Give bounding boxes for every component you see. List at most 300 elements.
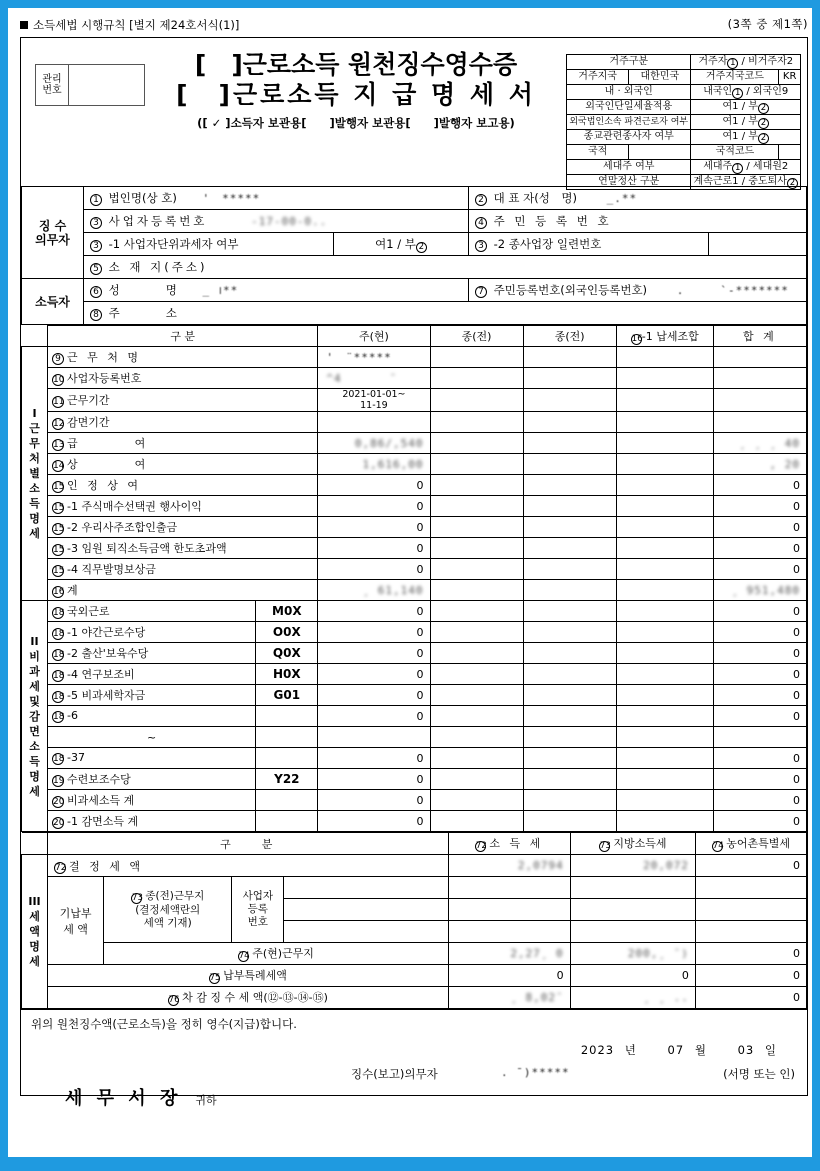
field-number-1: 1 bbox=[90, 194, 102, 206]
earner-name-cell bbox=[84, 279, 469, 302]
issue-date-row bbox=[31, 1042, 797, 1058]
row-label-15-4: 15 -4 직무발명보상금 bbox=[48, 559, 318, 580]
row-15-current[interactable]: 0 bbox=[318, 475, 430, 496]
row-18-1-total[interactable]: 0 bbox=[713, 622, 806, 643]
row-15-4-prev1[interactable] bbox=[430, 559, 523, 580]
final-tax-label: 76 차 감 징 수 세 액(⑫-⑬-⑭-⑮) bbox=[48, 987, 449, 1009]
bullet-square-icon bbox=[20, 21, 28, 29]
col-header-current: 주(현) bbox=[318, 326, 430, 347]
row-label-19: 19 수련보조수당 bbox=[48, 769, 256, 790]
management-number-value[interactable] bbox=[69, 64, 145, 106]
row-14-union[interactable] bbox=[616, 454, 713, 475]
row-20-prev2[interactable] bbox=[523, 790, 616, 811]
determined-farm-tax[interactable]: 0 bbox=[695, 855, 806, 877]
special-local-tax[interactable]: 0 bbox=[570, 965, 695, 987]
row-15-3-prev2[interactable] bbox=[523, 538, 616, 559]
row-15-3-total[interactable]: 0 bbox=[713, 538, 806, 559]
tax-col-header-local: 73 지방소득세 bbox=[570, 833, 695, 855]
table-row bbox=[22, 580, 807, 601]
table-row bbox=[22, 987, 807, 1009]
residency-value-4: 여1 / 부 2 bbox=[691, 115, 801, 130]
prev-farm-1[interactable] bbox=[695, 877, 806, 899]
table-row bbox=[22, 496, 807, 517]
row-15-4-union[interactable] bbox=[616, 559, 713, 580]
row-14-prev2[interactable] bbox=[523, 454, 616, 475]
row-18-37-prev1[interactable] bbox=[430, 748, 523, 769]
row-15-1-current[interactable]: 0 bbox=[318, 496, 430, 517]
row-14-prev1[interactable] bbox=[430, 454, 523, 475]
row-13-prev1[interactable] bbox=[430, 433, 523, 454]
row-15-1-total[interactable]: 0 bbox=[713, 496, 806, 517]
row-15-2-union[interactable] bbox=[616, 517, 713, 538]
row-tilde-current[interactable] bbox=[318, 727, 430, 748]
row-18-1-prev2[interactable] bbox=[523, 622, 616, 643]
row-18-37-prev2[interactable] bbox=[523, 748, 616, 769]
prev-income-1[interactable] bbox=[448, 877, 570, 899]
row-18-1-code: O0X bbox=[256, 622, 318, 643]
row-14-current[interactable]: 1,616,00 bbox=[318, 454, 430, 475]
residency-value-5: 여1 / 부 2 bbox=[691, 130, 801, 145]
table-row bbox=[22, 943, 807, 965]
page-indicator: (3쪽 중 제1쪽) bbox=[727, 17, 808, 31]
earner-ssn-label: 주민등록번호(외국인등록번호) bbox=[493, 283, 648, 297]
row-label-15-2: 15 -2 우리사주조합인출금 bbox=[48, 517, 318, 538]
table-row bbox=[22, 326, 807, 347]
row-20-union[interactable] bbox=[616, 790, 713, 811]
payer-unittax-label-cell bbox=[84, 233, 334, 256]
row-20-1-union[interactable] bbox=[616, 811, 713, 832]
payer-side-label bbox=[22, 187, 84, 279]
row-label-18-5: 18 -5 비과세학자금 bbox=[48, 685, 256, 706]
final-income-tax[interactable]: ¸ 8,02¯ bbox=[448, 987, 570, 1009]
row-tilde-prev2[interactable] bbox=[523, 727, 616, 748]
residency-info-table bbox=[566, 54, 801, 190]
table-row bbox=[22, 454, 807, 475]
table-row bbox=[567, 175, 801, 190]
row-18-6-code bbox=[256, 706, 318, 727]
row-16-current[interactable]: ¸ 61,140 bbox=[318, 580, 430, 601]
document-sheet bbox=[8, 8, 812, 1157]
row-18-current[interactable]: 0 bbox=[318, 601, 430, 622]
tax-detail-table bbox=[21, 832, 807, 1009]
row-11-prev2[interactable] bbox=[523, 389, 616, 412]
law-reference-text: 소득세법 시행규칙 [별지 제24호서식(1)] bbox=[33, 18, 240, 32]
special-payment-label: 75 납부특례세액 bbox=[48, 965, 449, 987]
row-18-6-union[interactable] bbox=[616, 706, 713, 727]
table-row bbox=[22, 965, 807, 987]
table-row bbox=[22, 877, 807, 899]
earner-side-label: 소득자 bbox=[22, 279, 84, 325]
row-19-prev1[interactable] bbox=[430, 769, 523, 790]
row-15-2-prev1[interactable] bbox=[430, 517, 523, 538]
gwiha-label: 귀하 bbox=[195, 1094, 217, 1107]
row-18-1-union[interactable] bbox=[616, 622, 713, 643]
row-11-current[interactable]: 2021-01-01~ 11-19 bbox=[318, 389, 430, 412]
prev-local-3[interactable] bbox=[570, 921, 695, 943]
payer-unittax-label: -1 사업자단위과세자 여부 bbox=[108, 237, 239, 251]
section3-side-label: III 세 액 명 세 bbox=[22, 855, 48, 1009]
document-copy-type: ([ ✓ ]소득자 보관용[ ]발행자 보관용[ ]발행자 보고용) bbox=[197, 116, 515, 130]
row-12-total[interactable] bbox=[713, 412, 806, 433]
special-farm-tax[interactable]: 0 bbox=[695, 965, 806, 987]
row-18-total[interactable]: 0 bbox=[713, 601, 806, 622]
residency-value-8: 계속근로1 / 중도퇴사 2 bbox=[691, 175, 801, 190]
row-tilde-union[interactable] bbox=[616, 727, 713, 748]
prev-local-1[interactable] bbox=[570, 877, 695, 899]
current-income-tax[interactable]: 2,27¸ 0 bbox=[448, 943, 570, 965]
section2-side-label: II 비 과 세 및 감 면 소 득 명 세 bbox=[22, 601, 48, 832]
row-18-5-total[interactable]: 0 bbox=[713, 685, 806, 706]
row-10-total[interactable] bbox=[713, 368, 806, 389]
row-label-18-2: 18 -2 출산'보육수당 bbox=[48, 643, 256, 664]
row-15-1-prev1[interactable] bbox=[430, 496, 523, 517]
row-20-current[interactable]: 0 bbox=[318, 790, 430, 811]
row-18-2-prev1[interactable] bbox=[430, 643, 523, 664]
issue-month: 07 bbox=[667, 1043, 685, 1057]
payer-unittax-value[interactable]: 여1 / 부 2 bbox=[334, 233, 469, 256]
row-18-2-union[interactable] bbox=[616, 643, 713, 664]
payer-subbiz-value[interactable] bbox=[709, 233, 807, 256]
row-tilde-label: ~ bbox=[48, 727, 256, 748]
row-12-prev2[interactable] bbox=[523, 412, 616, 433]
row-20-1-current[interactable]: 0 bbox=[318, 811, 430, 832]
payer-corp-name-value[interactable]: ' ***** bbox=[202, 192, 261, 205]
row-15-2-prev2[interactable] bbox=[523, 517, 616, 538]
row-18-5-current[interactable]: 0 bbox=[318, 685, 430, 706]
current-workplace-label: 74 주(현)근무지 bbox=[104, 943, 448, 965]
row-19-union[interactable] bbox=[616, 769, 713, 790]
row-label-18: 18 국외근로 bbox=[48, 601, 256, 622]
residency-label-6b: 국적코드 bbox=[691, 145, 779, 160]
row-18-1-prev1[interactable] bbox=[430, 622, 523, 643]
prev-biz-3[interactable] bbox=[284, 921, 448, 943]
row-9-current[interactable]: ' ¨***** bbox=[318, 347, 430, 368]
row-15-4-total[interactable]: 0 bbox=[713, 559, 806, 580]
residency-value-1b: KR bbox=[779, 70, 801, 85]
table-row bbox=[22, 368, 807, 389]
table-row bbox=[22, 706, 807, 727]
residency-value-7: 세대주 1 / 세대원2 bbox=[691, 160, 801, 175]
row-18-prev1[interactable] bbox=[430, 601, 523, 622]
row-19-code: Y22 bbox=[256, 769, 318, 790]
residency-value-6[interactable] bbox=[629, 145, 691, 160]
row-15-3-current[interactable]: 0 bbox=[318, 538, 430, 559]
document-footer bbox=[21, 1009, 807, 1109]
current-farm-tax[interactable]: 0 bbox=[695, 943, 806, 965]
payer-side-label-line1: 징 수 bbox=[38, 218, 67, 233]
tax-col-header-farm: 74 농어촌특별세 bbox=[695, 833, 806, 855]
row-18-37-current[interactable]: 0 bbox=[318, 748, 430, 769]
tax-office-label: 세 무 서 장 bbox=[65, 1088, 182, 1109]
row-18-4-prev1[interactable] bbox=[430, 664, 523, 685]
earner-ssn-value[interactable]: . `-******* bbox=[676, 284, 789, 297]
row-18-4-current[interactable]: 0 bbox=[318, 664, 430, 685]
row-19-total[interactable]: 0 bbox=[713, 769, 806, 790]
row-19-current[interactable]: 0 bbox=[318, 769, 430, 790]
table-row bbox=[567, 100, 801, 115]
table-row bbox=[22, 412, 807, 433]
row-15-4-current[interactable]: 0 bbox=[318, 559, 430, 580]
field-number-4: 4 bbox=[475, 217, 487, 229]
issue-day-unit: 일 bbox=[764, 1043, 777, 1057]
row-11-total[interactable] bbox=[713, 389, 806, 412]
residency-label-3: 외국인단일세율적용 bbox=[567, 100, 691, 115]
row-18-6-current[interactable]: 0 bbox=[318, 706, 430, 727]
determined-local-tax[interactable]: 20,072 bbox=[570, 855, 695, 877]
row-20-code bbox=[256, 790, 318, 811]
row-18-union[interactable] bbox=[616, 601, 713, 622]
row-18-2-code: Q0X bbox=[256, 643, 318, 664]
table-row bbox=[22, 622, 807, 643]
payer-rep-name-value[interactable]: _.** bbox=[606, 192, 638, 205]
prev-income-2[interactable] bbox=[448, 899, 570, 921]
residency-label-7: 세대주 여부 bbox=[567, 160, 691, 175]
field-number-3-1: 3 bbox=[90, 240, 102, 252]
residency-value-6b[interactable] bbox=[779, 145, 801, 160]
biz-reg-number-label: 사업자 등록 번호 bbox=[232, 877, 284, 943]
row-19-prev2[interactable] bbox=[523, 769, 616, 790]
earner-address-label: 주 소 bbox=[108, 306, 177, 320]
row-12-union[interactable] bbox=[616, 412, 713, 433]
final-farm-tax[interactable]: 0 bbox=[695, 987, 806, 1009]
prepaid-label-line1: 기납부 bbox=[59, 906, 92, 920]
table-row bbox=[567, 55, 801, 70]
row-12-current[interactable] bbox=[318, 412, 430, 433]
row-18-37-union[interactable] bbox=[616, 748, 713, 769]
row-20-total[interactable]: 0 bbox=[713, 790, 806, 811]
table-row bbox=[567, 145, 801, 160]
table-row bbox=[22, 538, 807, 559]
row-label-16: 16 계 bbox=[48, 580, 318, 601]
row-15-prev1[interactable] bbox=[430, 475, 523, 496]
row-18-5-union[interactable] bbox=[616, 685, 713, 706]
payer-bizreg-label: 사업자등록번호 bbox=[108, 214, 208, 228]
issue-year-unit: 년 bbox=[624, 1043, 637, 1057]
row-12-prev1[interactable] bbox=[430, 412, 523, 433]
col-header-prev1: 종(전) bbox=[430, 326, 523, 347]
row-13-total[interactable]: ¸ ¸ ¸ 40 bbox=[713, 433, 806, 454]
prev-farm-2[interactable] bbox=[695, 899, 806, 921]
prev-workplace-label: 73 종(전)근무지 (결정세액란의 세액 기재) bbox=[104, 877, 232, 943]
row-18-5-prev2[interactable] bbox=[523, 685, 616, 706]
row-label-12: 12 감면기간 bbox=[48, 412, 318, 433]
payer-rep-name-label: 대 표 자(성 명) bbox=[493, 191, 577, 205]
payer-address-cell bbox=[84, 256, 807, 279]
table-row bbox=[22, 748, 807, 769]
earner-ssn-cell bbox=[469, 279, 807, 302]
row-label-15-1: 15 -1 주식매수선택권 행사이익 bbox=[48, 496, 318, 517]
management-number-box bbox=[35, 64, 145, 106]
row-15-3-union[interactable] bbox=[616, 538, 713, 559]
payer-side-label-line2: 의무자 bbox=[35, 232, 70, 247]
table-row bbox=[22, 855, 807, 877]
table-row bbox=[22, 727, 807, 748]
residency-label-8: 연말정산 구분 bbox=[567, 175, 691, 190]
residency-label-5: 종교관련종사자 여부 bbox=[567, 130, 691, 145]
payer-subbiz-label: -2 종사업장 일련번호 bbox=[493, 237, 602, 251]
issue-day: 03 bbox=[737, 1043, 755, 1057]
row-18-5-code: G01 bbox=[256, 685, 318, 706]
prev-income-3[interactable] bbox=[448, 921, 570, 943]
tax-col-header-gubun: 구 분 bbox=[48, 833, 449, 855]
table-row bbox=[567, 160, 801, 175]
residency-label-4: 외국법인소속 파견근로자 여부 bbox=[567, 115, 691, 130]
row-label-9: 9 근 무 처 명 bbox=[48, 347, 318, 368]
residency-label-1b: 거주지국코드 bbox=[691, 70, 779, 85]
table-row bbox=[22, 279, 807, 302]
row-20-1-prev2[interactable] bbox=[523, 811, 616, 832]
prev-biz-2[interactable] bbox=[284, 899, 448, 921]
section1-side-label: I 근 무 처 별 소 득 명 세 bbox=[22, 347, 48, 601]
row-16-prev1[interactable] bbox=[430, 580, 523, 601]
tax-col-header-income: 72 소 득 세 bbox=[448, 833, 570, 855]
earner-name-label: 성 명 bbox=[108, 283, 177, 297]
management-label-line1: 관리 bbox=[42, 74, 62, 85]
row-label-13: 13 급 여 bbox=[48, 433, 318, 454]
current-local-tax[interactable]: 200,¸ ¯) bbox=[570, 943, 695, 965]
document-title-line1: [ ]근로소득 원천징수영수증 bbox=[194, 50, 518, 79]
col-header-total: 합 계 bbox=[713, 326, 806, 347]
table-row bbox=[22, 833, 807, 855]
row-15-1-union[interactable] bbox=[616, 496, 713, 517]
row-label-20-1: 20 -1 감면소득 계 bbox=[48, 811, 256, 832]
row-label-18-6: 18 -6 bbox=[48, 706, 256, 727]
residency-value-0: 거주자 1 / 비거주자2 bbox=[691, 55, 801, 70]
row-15-total[interactable]: 0 bbox=[713, 475, 806, 496]
row-18-37-code bbox=[256, 748, 318, 769]
row-15-3-prev1[interactable] bbox=[430, 538, 523, 559]
col-header-prev2: 종(전) bbox=[523, 326, 616, 347]
table-row bbox=[567, 70, 801, 85]
row-15-2-current[interactable]: 0 bbox=[318, 517, 430, 538]
row-9-prev2[interactable] bbox=[523, 347, 616, 368]
row-18-2-prev2[interactable] bbox=[523, 643, 616, 664]
document-frame bbox=[20, 37, 808, 1109]
table-row bbox=[22, 664, 807, 685]
payer-corp-name-label: 법인명(상 호) bbox=[108, 191, 177, 205]
row-18-4-code: H0X bbox=[256, 664, 318, 685]
row-18-4-prev2[interactable] bbox=[523, 664, 616, 685]
row-16-prev2[interactable] bbox=[523, 580, 616, 601]
payer-ssn-label: 주 민 등 록 번 호 bbox=[493, 214, 612, 228]
row-11-union[interactable] bbox=[616, 389, 713, 412]
residency-value-1: 대한민국 bbox=[629, 70, 691, 85]
table-row bbox=[567, 130, 801, 145]
table-row bbox=[22, 233, 807, 256]
row-tilde-total[interactable] bbox=[713, 727, 806, 748]
law-reference-line bbox=[20, 16, 810, 34]
row-18-5-prev1[interactable] bbox=[430, 685, 523, 706]
residency-value-2: 내국인 1 / 외국인9 bbox=[691, 85, 801, 100]
tax-office-row bbox=[31, 1084, 797, 1110]
prev-biz-1[interactable] bbox=[284, 877, 448, 899]
withholding-agent-value[interactable]: . ¯)***** bbox=[501, 1066, 570, 1079]
row-18-6-total[interactable]: 0 bbox=[713, 706, 806, 727]
row-10-union[interactable] bbox=[616, 368, 713, 389]
issue-year: 2023 bbox=[580, 1043, 615, 1057]
table-row bbox=[22, 347, 807, 368]
row-13-union[interactable] bbox=[616, 433, 713, 454]
earner-name-value[interactable]: _ ।** bbox=[202, 284, 239, 297]
row-20-1-total[interactable]: 0 bbox=[713, 811, 806, 832]
row-label-15-3: 15 -3 임원 퇴직소득금액 한도초과액 bbox=[48, 538, 318, 559]
row-18-6-prev1[interactable] bbox=[430, 706, 523, 727]
row-10-prev2[interactable] bbox=[523, 368, 616, 389]
row-18-prev2[interactable] bbox=[523, 601, 616, 622]
row-15-2-total[interactable]: 0 bbox=[713, 517, 806, 538]
row-16-union[interactable] bbox=[616, 580, 713, 601]
row-18-37-total[interactable]: 0 bbox=[713, 748, 806, 769]
row-14-total[interactable]: , 20 bbox=[713, 454, 806, 475]
row-18-4-union[interactable] bbox=[616, 664, 713, 685]
row-18-6-prev2[interactable] bbox=[523, 706, 616, 727]
final-local-tax[interactable]: ¸ ¸ .. bbox=[570, 987, 695, 1009]
prev-local-2[interactable] bbox=[570, 899, 695, 921]
row-20-1-prev1[interactable] bbox=[430, 811, 523, 832]
table-row bbox=[22, 256, 807, 279]
payer-bizreg-value[interactable]: -17-00-0.. bbox=[251, 215, 328, 228]
row-11-prev1[interactable] bbox=[430, 389, 523, 412]
special-income-tax[interactable]: 0 bbox=[448, 965, 570, 987]
col-header-gubun: 구 분 bbox=[48, 326, 318, 347]
row-15-1-prev2[interactable] bbox=[523, 496, 616, 517]
determined-income-tax[interactable]: 2,0794 bbox=[448, 855, 570, 877]
row-18-4-total[interactable]: 0 bbox=[713, 664, 806, 685]
row-9-union[interactable] bbox=[616, 347, 713, 368]
row-20-prev1[interactable] bbox=[430, 790, 523, 811]
payer-address-label: 소 재 지(주소) bbox=[108, 260, 208, 274]
row-13-prev2[interactable] bbox=[523, 433, 616, 454]
row-18-2-current[interactable]: 0 bbox=[318, 643, 430, 664]
row-10-current[interactable]: ^4 ¯ bbox=[318, 368, 430, 389]
row-label-18-1: 18 -1 야간근로수당 bbox=[48, 622, 256, 643]
row-15-4-prev2[interactable] bbox=[523, 559, 616, 580]
party-information-table bbox=[21, 186, 807, 325]
table-row bbox=[22, 601, 807, 622]
prev-farm-3[interactable] bbox=[695, 921, 806, 943]
row-tilde-prev1[interactable] bbox=[430, 727, 523, 748]
row-20-1-code bbox=[256, 811, 318, 832]
title-block bbox=[141, 50, 571, 131]
field-number-5: 5 bbox=[90, 263, 102, 275]
row-tilde-code bbox=[256, 727, 318, 748]
row-15-prev2[interactable] bbox=[523, 475, 616, 496]
table-row bbox=[22, 769, 807, 790]
table-row bbox=[22, 433, 807, 454]
row-13-current[interactable]: 0,86/,540 bbox=[318, 433, 430, 454]
payer-corp-name-cell bbox=[84, 187, 469, 210]
income-detail-table bbox=[21, 325, 807, 832]
row-label-20: 20 비과세소득 계 bbox=[48, 790, 256, 811]
row-10-prev1[interactable] bbox=[430, 368, 523, 389]
field-number-16-1: 16 bbox=[631, 333, 643, 344]
signature-note: (서명 또는 인) bbox=[723, 1067, 795, 1081]
payer-ssn-cell bbox=[469, 210, 807, 233]
row-16-total[interactable]: ¸ 951,480 bbox=[713, 580, 806, 601]
payer-subbiz-label-cell bbox=[469, 233, 709, 256]
field-number-3: 3 bbox=[90, 217, 102, 229]
table-row bbox=[22, 475, 807, 496]
row-9-total[interactable] bbox=[713, 347, 806, 368]
row-18-1-current[interactable]: 0 bbox=[318, 622, 430, 643]
row-label-10: 10 사업자등록번호 bbox=[48, 368, 318, 389]
management-label-line2: 번호 bbox=[42, 85, 62, 96]
row-15-union[interactable] bbox=[616, 475, 713, 496]
row-18-2-total[interactable]: 0 bbox=[713, 643, 806, 664]
issue-month-unit: 월 bbox=[694, 1043, 707, 1057]
row-9-prev1[interactable] bbox=[430, 347, 523, 368]
payer-bizreg-cell bbox=[84, 210, 469, 233]
